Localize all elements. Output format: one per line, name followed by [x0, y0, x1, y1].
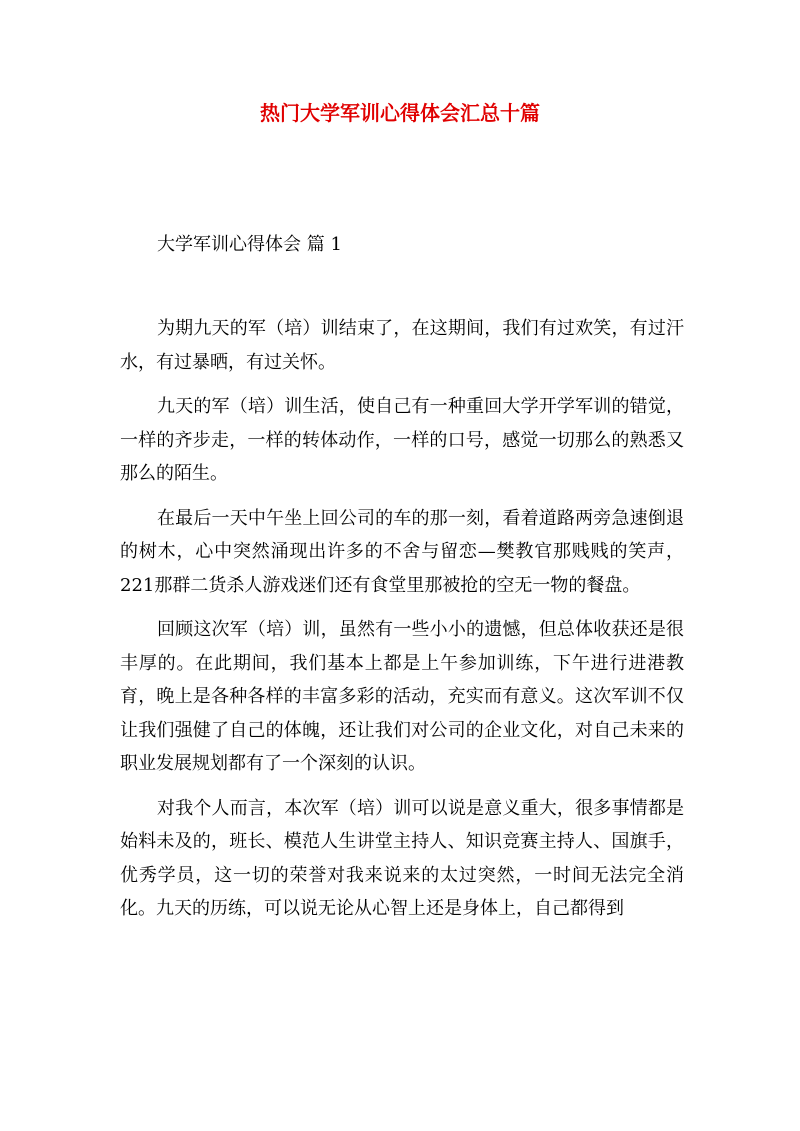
paragraph: 九天的军（培）训生活，使自己有一种重回大学开学军训的错觉，一样的齐步走，一样的转体动作，一样的口号，感觉一切那么的熟悉又那么的陌生。 — [120, 396, 684, 484]
paragraph: 为期九天的军（培）训结束了，在这期间，我们有过欢笑，有过汗水，有过暴晒，有过关怀。 — [120, 318, 684, 373]
document-body — [120, 312, 684, 937]
paragraph: 对我个人而言，本次军（培）训可以说是意义重大，很多事情都是始料未及的，班长、模范人生讲堂主持人、知识竞赛主持人、国旗手，优秀学员，这一切的荣誉对我来说来的太过突然，一时间无法完全消化。九天的历练，可以说无论从心智上还是身体上，自己都得到 — [120, 797, 684, 919]
section-heading: 大学军训心得体会 篇 1 — [157, 234, 342, 255]
paragraph: 在最后一天中午坐上回公司的车的那一刻，看着道路两旁急速倒退的树木，心中突然涌现出许多的不舍与留恋—樊教官那贱贱的笑声，221那群二货杀人游戏迷们还有食堂里那被抢的空无一物的餐盘。 — [120, 507, 684, 596]
paragraph: 回顾这次军（培）训，虽然有一些小小的遗憾，但总体收获还是很丰厚的。在此期间，我们基本上都是上午参加训练，下午进行进港教育，晚上是各种各样的丰富多彩的活动，充实而有意义。这次军训不仅让我们强健了自己的体魄，还让我们对公司的企业文化，对自己未来的职业发展规划都有了一个深刻的认识。 — [120, 619, 684, 774]
document-title: 热门大学军训心得体会汇总十篇 — [260, 101, 540, 125]
